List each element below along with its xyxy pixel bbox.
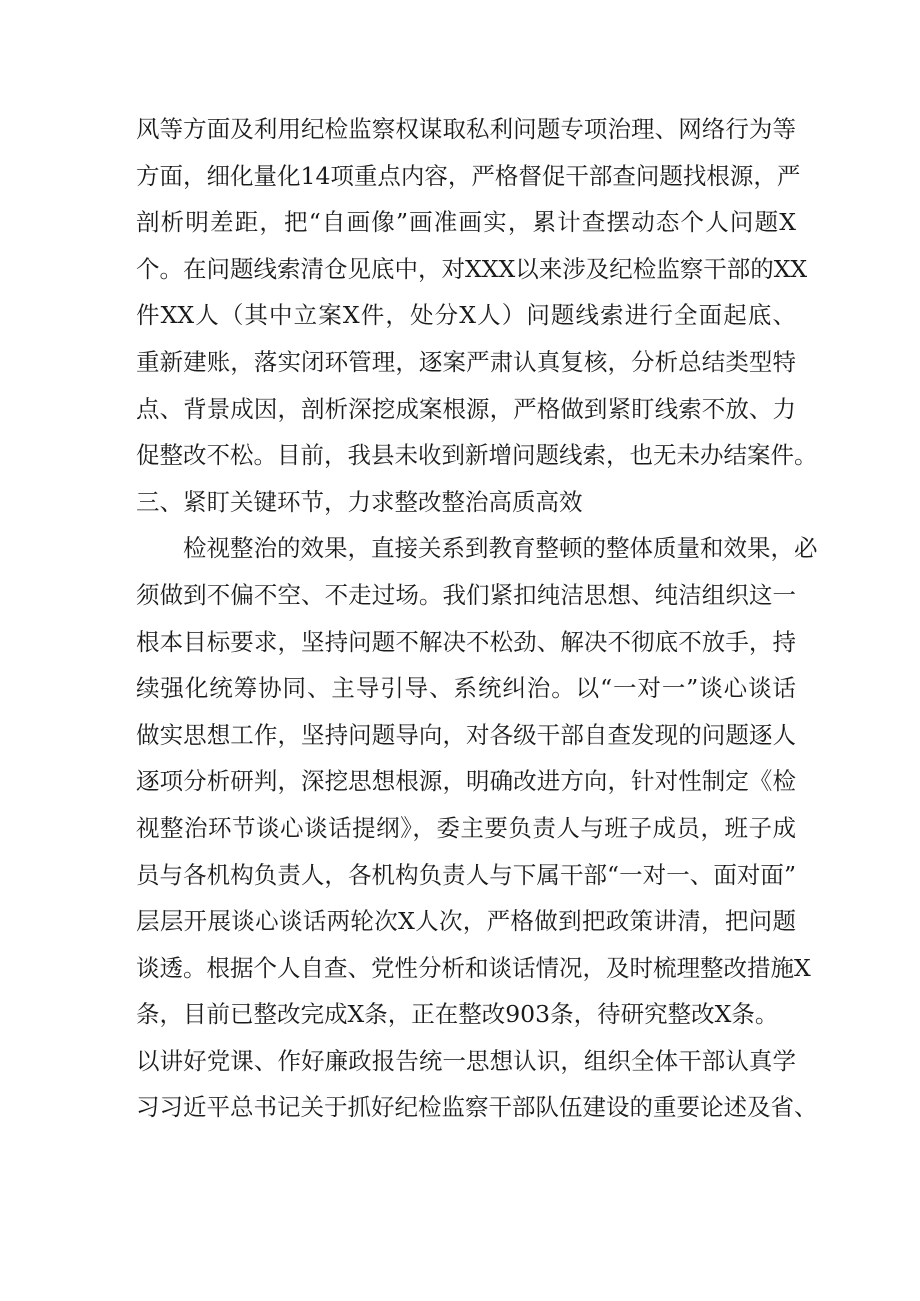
text-line: 风等方面及利用纪检监察权谋取私利问题专项治理、网络行为等 [136, 115, 796, 143]
text-line: 以讲好党课、作好廉政报告统一思想认识，组织全体干部认真学 [136, 1046, 796, 1075]
text-line: 条，目前已整改完成X条，正在整改903条，待研究整改X条。 [136, 1000, 779, 1029]
text-line: 层层开展谈心谈话两轮次X人次，严格做到把政策讲清，把问题 [136, 907, 796, 936]
text-line: 习习近平总书记关于抓好纪检监察干部队伍建设的重要论述及省、 [136, 1093, 818, 1122]
text-line: 续强化统筹协同、主导引导、系统纠治。以“一对一”谈心谈话 [136, 674, 796, 703]
text-line: 剖析明差距，把“自画像”画准画实，累计查摆动态个人问题X [136, 208, 796, 237]
text-line: 根本目标要求，坚持问题不解决不松劲、解决不彻底不放手，持 [136, 627, 796, 656]
text-line: 谈透。根据个人自查、党性分析和谈话情况，及时梳理整改措施X [136, 953, 811, 982]
text-line: 点、背景成因，剖析深挖成案根源，严格做到紧盯线索不放、力 [136, 394, 796, 423]
text-line: 个。在问题线索清仓见底中，对XXX以来涉及纪检监察干部的XX [136, 254, 808, 283]
text-line: 做实思想工作，坚持问题导向，对各级干部自查发现的问题逐人 [136, 720, 796, 749]
text-line: 员与各机构负责人，各机构负责人与下属干部“一对一、面对面” [136, 860, 796, 889]
paragraph-continuation [136, 106, 818, 479]
text-line: 视整治环节谈心谈话提纲》，委主要负责人与班子成员，班子成 [136, 813, 796, 842]
text-line: 检视整治的效果，直接关系到教育整顿的整体质量和效果，必 [183, 534, 818, 563]
text-line: 重新建账，落实闭环管理，逐案严肃认真复核，分析总结类型特 [136, 347, 796, 376]
text-line: 件XX人（其中立案X件，处分X人）问题线索进行全面起底、 [136, 301, 796, 330]
text-line: 方面，细化量化14项重点内容，严格督促干部查问题找根源，严 [136, 161, 801, 190]
section-heading: 三、紧盯关键环节，力求整改整治高质高效 [136, 487, 583, 516]
document-body [136, 106, 818, 1131]
text-line: 逐项分析研判，深挖思想根源，明确改进方向，针对性制定《检 [136, 767, 796, 796]
text-line: 须做到不偏不空、不走过场。我们紧扣纯洁思想、纯洁组织这一 [136, 580, 796, 609]
text-line: 促整改不松。目前，我县未收到新增问题线索，也无未办结案件。 [136, 441, 818, 470]
paragraph-body [136, 525, 818, 1131]
